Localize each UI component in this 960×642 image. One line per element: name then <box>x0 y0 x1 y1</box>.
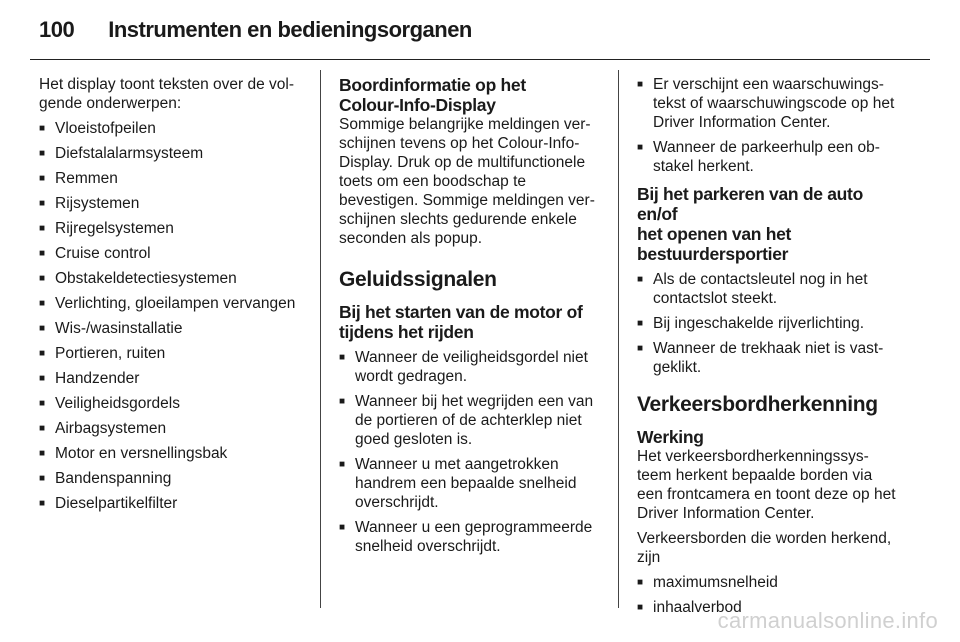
heading-colour-info-display: Boordinformatie op het Colour-Info-Display <box>339 75 526 115</box>
bullet-icon: ■ <box>39 273 46 284</box>
intro-text: Het display toont teksten over de vol- gende onderwerpen: <box>39 76 295 112</box>
watermark: carmanualsonline.info <box>717 608 938 633</box>
bullet-icon: ■ <box>637 318 644 329</box>
list-item <box>39 119 307 138</box>
list-item <box>39 469 307 488</box>
list-item-text: Remmen <box>55 170 118 187</box>
list-item <box>39 319 307 338</box>
list-item-text: Cruise control <box>55 245 151 262</box>
list-item <box>339 455 607 512</box>
bullet-icon: ■ <box>39 373 46 384</box>
list-item-text: Vloeistofpeilen <box>55 120 156 137</box>
subheading-parkeren: Bij het parkeren van de auto en/of het openen van het bestuurdersportier <box>637 184 863 264</box>
list-item-text: Motor en versnellingsbak <box>55 445 228 462</box>
list-item <box>39 444 307 463</box>
bullet-icon: ■ <box>39 223 46 234</box>
colour-info-paragraph: Sommige belangrijke meldingen ver- schijnen tevens op het Colour-Info- Display. Druk op de multifunctionele toets om een boodschap te bevestigen. Sommige meldingen ver- schijnen slechts gedurende enkele seconden als popup. <box>339 116 595 247</box>
bullet-icon: ■ <box>637 343 644 354</box>
page-number: 100 <box>39 17 75 42</box>
column-divider <box>618 70 619 608</box>
bullet-icon: ■ <box>39 323 46 334</box>
list-item <box>339 518 607 556</box>
list-item <box>39 244 307 263</box>
list-item-text: inhaalverbod <box>653 599 742 616</box>
bullet-icon: ■ <box>39 123 46 134</box>
list-item-text: Bij ingeschakelde rijverlichting. <box>653 315 865 332</box>
bullet-icon: ■ <box>39 498 46 509</box>
list-item <box>39 194 307 213</box>
bullet-icon: ■ <box>39 348 46 359</box>
list-item-text: Bandenspanning <box>55 470 172 487</box>
list-item <box>39 219 307 238</box>
bullet-icon: ■ <box>339 459 346 470</box>
bullet-icon: ■ <box>637 142 644 153</box>
list-item-text: Verlichting, gloeilampen vervangen <box>55 295 296 312</box>
list-item-text: Er verschijnt een waarschuwings- tekst of waarschuwingscode op het Driver Information Center. <box>653 76 895 131</box>
column-2 <box>339 75 607 556</box>
bullet-icon: ■ <box>39 148 46 159</box>
list-item <box>39 394 307 413</box>
signal-list-continued <box>637 75 905 176</box>
bullet-icon: ■ <box>39 473 46 484</box>
list-item-text: Wanneer bij het wegrijden een van de portieren of de achterklep niet goed gesloten is. <box>355 393 594 448</box>
header-rule <box>30 59 930 60</box>
list-item <box>39 169 307 188</box>
list-item <box>39 269 307 288</box>
list-item-text: Portieren, ruiten <box>55 345 166 362</box>
bullet-icon: ■ <box>39 398 46 409</box>
bullet-icon: ■ <box>339 522 346 533</box>
herkend-paragraph: Verkeersborden die worden herkend, zijn <box>637 530 892 566</box>
bullet-icon: ■ <box>39 248 46 259</box>
bullet-icon: ■ <box>39 298 46 309</box>
list-item-text: maximumsnelheid <box>653 574 778 591</box>
list-item <box>637 270 905 308</box>
list-item-text: Obstakeldetectiesystemen <box>55 270 237 287</box>
list-item <box>637 138 905 176</box>
list-item <box>637 314 905 333</box>
list-item <box>637 75 905 132</box>
werking-paragraph: Het verkeersbordherkenningssys- teem herkent bepaalde borden via een frontcamera en toont deze op het Driver Information Center. <box>637 448 896 522</box>
bullet-icon: ■ <box>637 577 644 588</box>
list-item-text: Wanneer u een geprogrammeerde snelheid overschrijdt. <box>355 519 593 555</box>
column-divider <box>320 70 321 608</box>
list-item <box>39 494 307 513</box>
list-item-text: Rijregelsystemen <box>55 220 174 237</box>
bullet-icon: ■ <box>637 274 644 285</box>
subheading-starten: Bij het starten van de motor of tijdens het rijden <box>339 302 583 342</box>
bullet-icon: ■ <box>339 396 346 407</box>
bullet-icon: ■ <box>339 352 346 363</box>
page-title: Instrumenten en bedieningsorganen <box>108 17 472 42</box>
list-item <box>39 419 307 438</box>
topic-list <box>39 119 307 513</box>
bullet-icon: ■ <box>39 423 46 434</box>
list-item <box>339 348 607 386</box>
list-item <box>39 369 307 388</box>
list-item <box>39 344 307 363</box>
column-1 <box>39 75 307 513</box>
bullet-icon: ■ <box>39 448 46 459</box>
list-item <box>39 294 307 313</box>
list-item-text: Rijsystemen <box>55 195 140 212</box>
list-item-text: Wanneer de veiligheidsgordel niet wordt gedragen. <box>355 349 588 385</box>
column-3 <box>637 75 905 617</box>
bullet-icon: ■ <box>39 173 46 184</box>
list-item-text: Wanneer de parkeerhulp een ob- stakel herkent. <box>653 139 880 175</box>
list-item-text: Als de contactsleutel nog in het contactslot steekt. <box>653 271 868 307</box>
list-item-text: Airbagsystemen <box>55 420 167 437</box>
bullet-icon: ■ <box>39 198 46 209</box>
signal-list-driving <box>339 348 607 556</box>
bullet-icon: ■ <box>637 79 644 90</box>
section-verkeersbordherkenning: Verkeersbordherkenning <box>637 393 878 416</box>
section-geluidssignalen: Geluidssignalen <box>339 268 497 291</box>
list-item-text: Veiligheidsgordels <box>55 395 180 412</box>
subheading-werking: Werking <box>637 427 704 447</box>
list-item-text: Wis-/wasinstallatie <box>55 320 183 337</box>
list-item-text: Dieselpartikelfilter <box>55 495 178 512</box>
bullet-icon: ■ <box>637 602 644 613</box>
list-item <box>339 392 607 449</box>
list-item <box>637 339 905 377</box>
list-item-text: Diefstalalarmsysteem <box>55 145 204 162</box>
list-item-text: Wanneer u met aangetrokken handrem een bepaalde snelheid overschrijdt. <box>355 456 577 511</box>
list-item <box>637 573 905 592</box>
list-item <box>39 144 307 163</box>
page-header <box>39 17 472 47</box>
list-item-text: Wanneer de trekhaak niet is vast- geklikt. <box>653 340 884 376</box>
list-item-text: Handzender <box>55 370 140 387</box>
signal-list-parking <box>637 270 905 377</box>
